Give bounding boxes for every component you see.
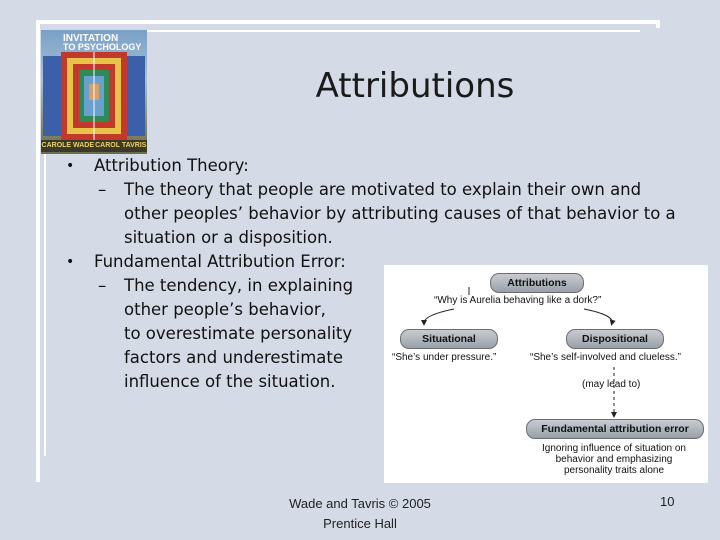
diagram-node-dispositional: Dispositional bbox=[566, 329, 664, 349]
sub-item-fundamental-error bbox=[62, 274, 424, 394]
sub-item-text: The theory that people are motivated to explain their own and other peoples’ behavior by attributing causes of that behavior to a situation or a disposition. bbox=[124, 180, 676, 247]
attribution-diagram bbox=[384, 265, 708, 483]
diagram-description-line: personality traits alone bbox=[563, 465, 665, 476]
sub-item-line: to overestimate personality bbox=[124, 324, 353, 343]
diagram-node-attributions: Attributions bbox=[490, 273, 584, 293]
sub-item-line: influence of the situation. bbox=[124, 372, 336, 391]
diagram-description-line: Ignoring influence of situation on bbox=[542, 443, 686, 454]
diagram-node-fundamental-error: Fundamental attribution error bbox=[526, 419, 704, 439]
cover-title-line1: INVITATION bbox=[63, 33, 119, 44]
diagram-situational-quote: “She’s under pressure.” bbox=[392, 352, 497, 363]
slide-footer bbox=[260, 494, 460, 534]
dash-icon: – bbox=[98, 276, 107, 295]
book-cover-image bbox=[41, 30, 147, 154]
diagram-question: “Why is Aurelia behaving like a dork?” bbox=[434, 295, 602, 306]
slide-frame-top-line bbox=[36, 20, 660, 24]
bullet-icon: • bbox=[66, 158, 75, 174]
cover-authors bbox=[41, 140, 147, 152]
cover-author-2: CAROL TAVRIS bbox=[95, 142, 147, 149]
diagram-description-line: behavior and emphasizing bbox=[555, 454, 673, 465]
cover-author-1: CAROLE WADE bbox=[41, 142, 95, 149]
slide-frame-left-line bbox=[36, 20, 40, 482]
cover-title-line2: TO PSYCHOLOGY bbox=[63, 42, 142, 52]
footer-copyright: Wade and Tavris © 2005 bbox=[289, 496, 431, 511]
cover-title bbox=[63, 34, 141, 52]
diagram-may-lead: (may lead to) bbox=[582, 379, 641, 390]
diagram-node-situational: Situational bbox=[400, 329, 498, 349]
diagram-dispositional-quote: “She’s self-involved and clueless.” bbox=[530, 352, 682, 363]
footer-publisher: Prentice Hall bbox=[323, 516, 397, 531]
slide-frame-corner bbox=[656, 20, 660, 28]
bullet-icon: • bbox=[66, 254, 75, 270]
sub-item-line: The tendency, in explaining bbox=[124, 276, 354, 295]
dash-icon: – bbox=[98, 180, 107, 199]
page-number: 10 bbox=[660, 494, 675, 509]
bullet-heading: Attribution Theory: bbox=[94, 156, 249, 175]
sub-item-attribution-theory bbox=[62, 178, 684, 250]
bullet-item-attribution-theory bbox=[62, 154, 682, 178]
sub-item-line: factors and underestimate bbox=[124, 348, 344, 367]
sub-item-line: other people’s behavior, bbox=[124, 300, 326, 319]
slide-title: Attributions bbox=[315, 66, 515, 106]
bullet-heading: Fundamental Attribution Error: bbox=[94, 252, 346, 271]
diagram-fundamental-error-description bbox=[526, 443, 702, 476]
